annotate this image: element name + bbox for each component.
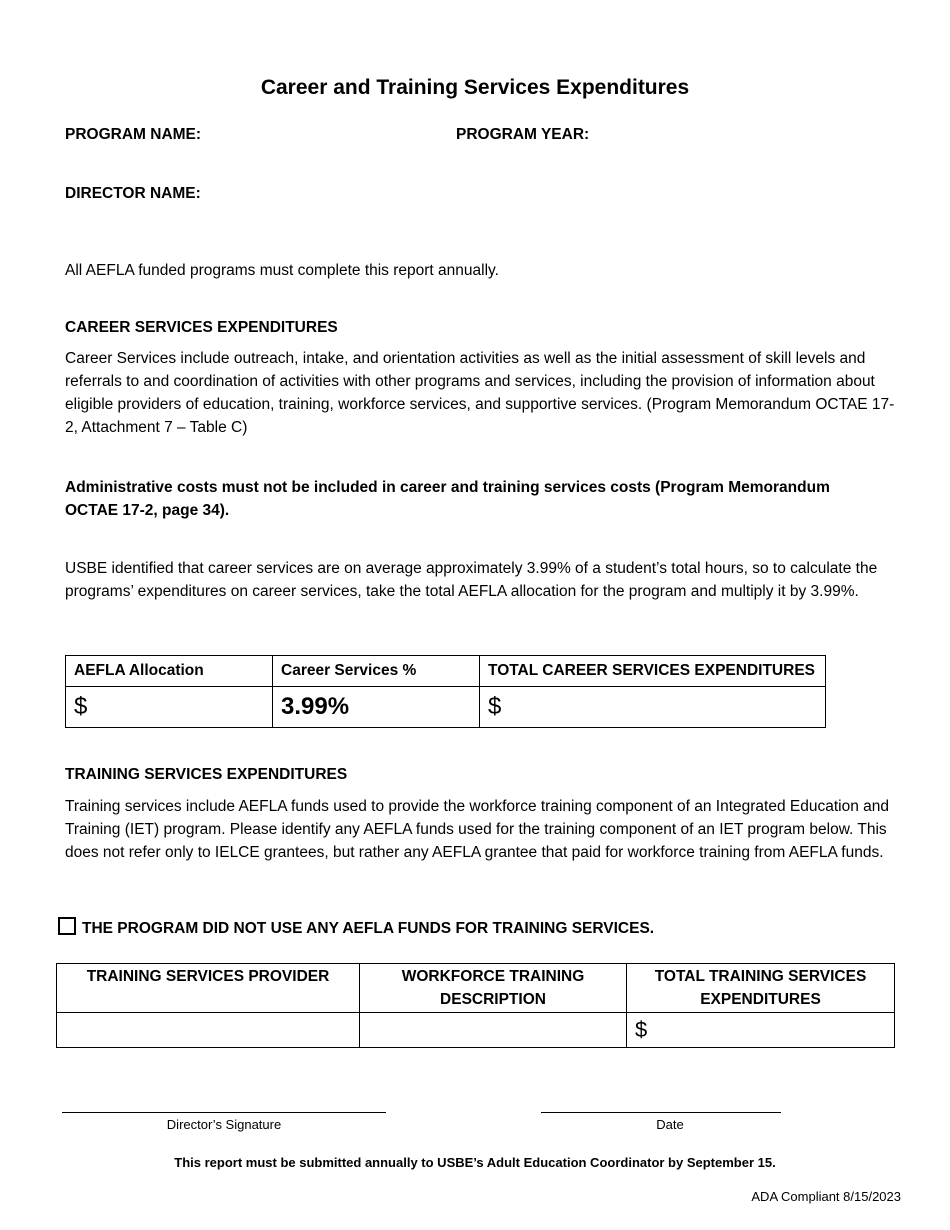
table-header-row [57,964,895,1013]
training-services-table [56,963,895,1048]
table-row [57,1013,895,1048]
page-title: Career and Training Services Expenditures [260,76,690,99]
career-services-table [65,655,826,728]
director-name-label: DIRECTOR NAME: [65,185,201,202]
director-signature-label: Director’s Signature [166,1117,282,1132]
program-name-label: PROGRAM NAME: [65,126,202,143]
header-career-services-pct: Career Services % [273,656,480,687]
table-header-row [66,656,826,687]
intro-text: All AEFLA funded programs must complete this report annually. [65,262,499,279]
total-career-expenditures-cell[interactable]: $ [480,687,826,728]
date-label: Date [656,1117,684,1132]
header-aefla-allocation: AEFLA Allocation [66,656,273,687]
aefla-allocation-cell[interactable]: $ [66,687,273,728]
no-training-funds-option[interactable] [58,917,654,938]
date-line[interactable] [541,1112,781,1113]
career-description: Career Services include outreach, intake, and orientation activities as well as the initial assessment of skill levels and referrals to and coordination of activities with other programs and services, including the provision of information about eligible providers of education, training, workforce services, and supportive services. (Program Memorandum OCTAE 17-2, Attachment 7 – Table C) [65,350,895,436]
training-heading: TRAINING SERVICES EXPENDITURES [65,766,348,783]
workforce-description-cell[interactable] [360,1013,627,1048]
career-services-pct-cell: 3.99% [273,687,480,728]
director-signature-line[interactable] [62,1112,386,1113]
header-total-career-expenditures: TOTAL CAREER SERVICES EXPENDITURES [480,656,826,687]
checkbox-icon[interactable] [58,917,76,935]
program-year-label: PROGRAM YEAR: [456,126,590,143]
table-row [66,687,826,728]
training-provider-cell[interactable] [57,1013,360,1048]
header-workforce-description: WORKFORCE TRAINING DESCRIPTION [360,964,627,1013]
training-description: Training services include AEFLA funds used to provide the workforce training component of an Integrated Education and Training (IET) program. Please identify any AEFLA funds used for the training component of an IET program below. This does not refer only to IELCE grantees, but rather any AEFLA grantee that paid for workforce training from AEFLA funds. [65,798,890,861]
submission-note: This report must be submitted annually to USBE’s Adult Education Coordinator by September 15. [174,1155,776,1170]
career-heading: CAREER SERVICES EXPENDITURES [65,319,338,336]
header-training-provider: TRAINING SERVICES PROVIDER [57,964,360,1013]
checkbox-label: THE PROGRAM DID NOT USE ANY AEFLA FUNDS FOR TRAINING SERVICES. [82,920,655,937]
header-total-training-expenditures: TOTAL TRAINING SERVICES EXPENDITURES [627,964,895,1013]
admin-note: Administrative costs must not be included in career and training services costs (Program Memorandum OCTAE 17-2, page 34). [65,479,830,519]
calc-note: USBE identified that career services are on average approximately 3.99% of a student’s total hours, so to calculate the programs’ expenditures on career services, take the total AEFLA allocation for the program and multiply it by 3.99%. [65,560,878,600]
ada-compliance-note: ADA Compliant 8/15/2023 [751,1189,901,1204]
total-training-expenditures-cell[interactable]: $ [627,1013,895,1048]
